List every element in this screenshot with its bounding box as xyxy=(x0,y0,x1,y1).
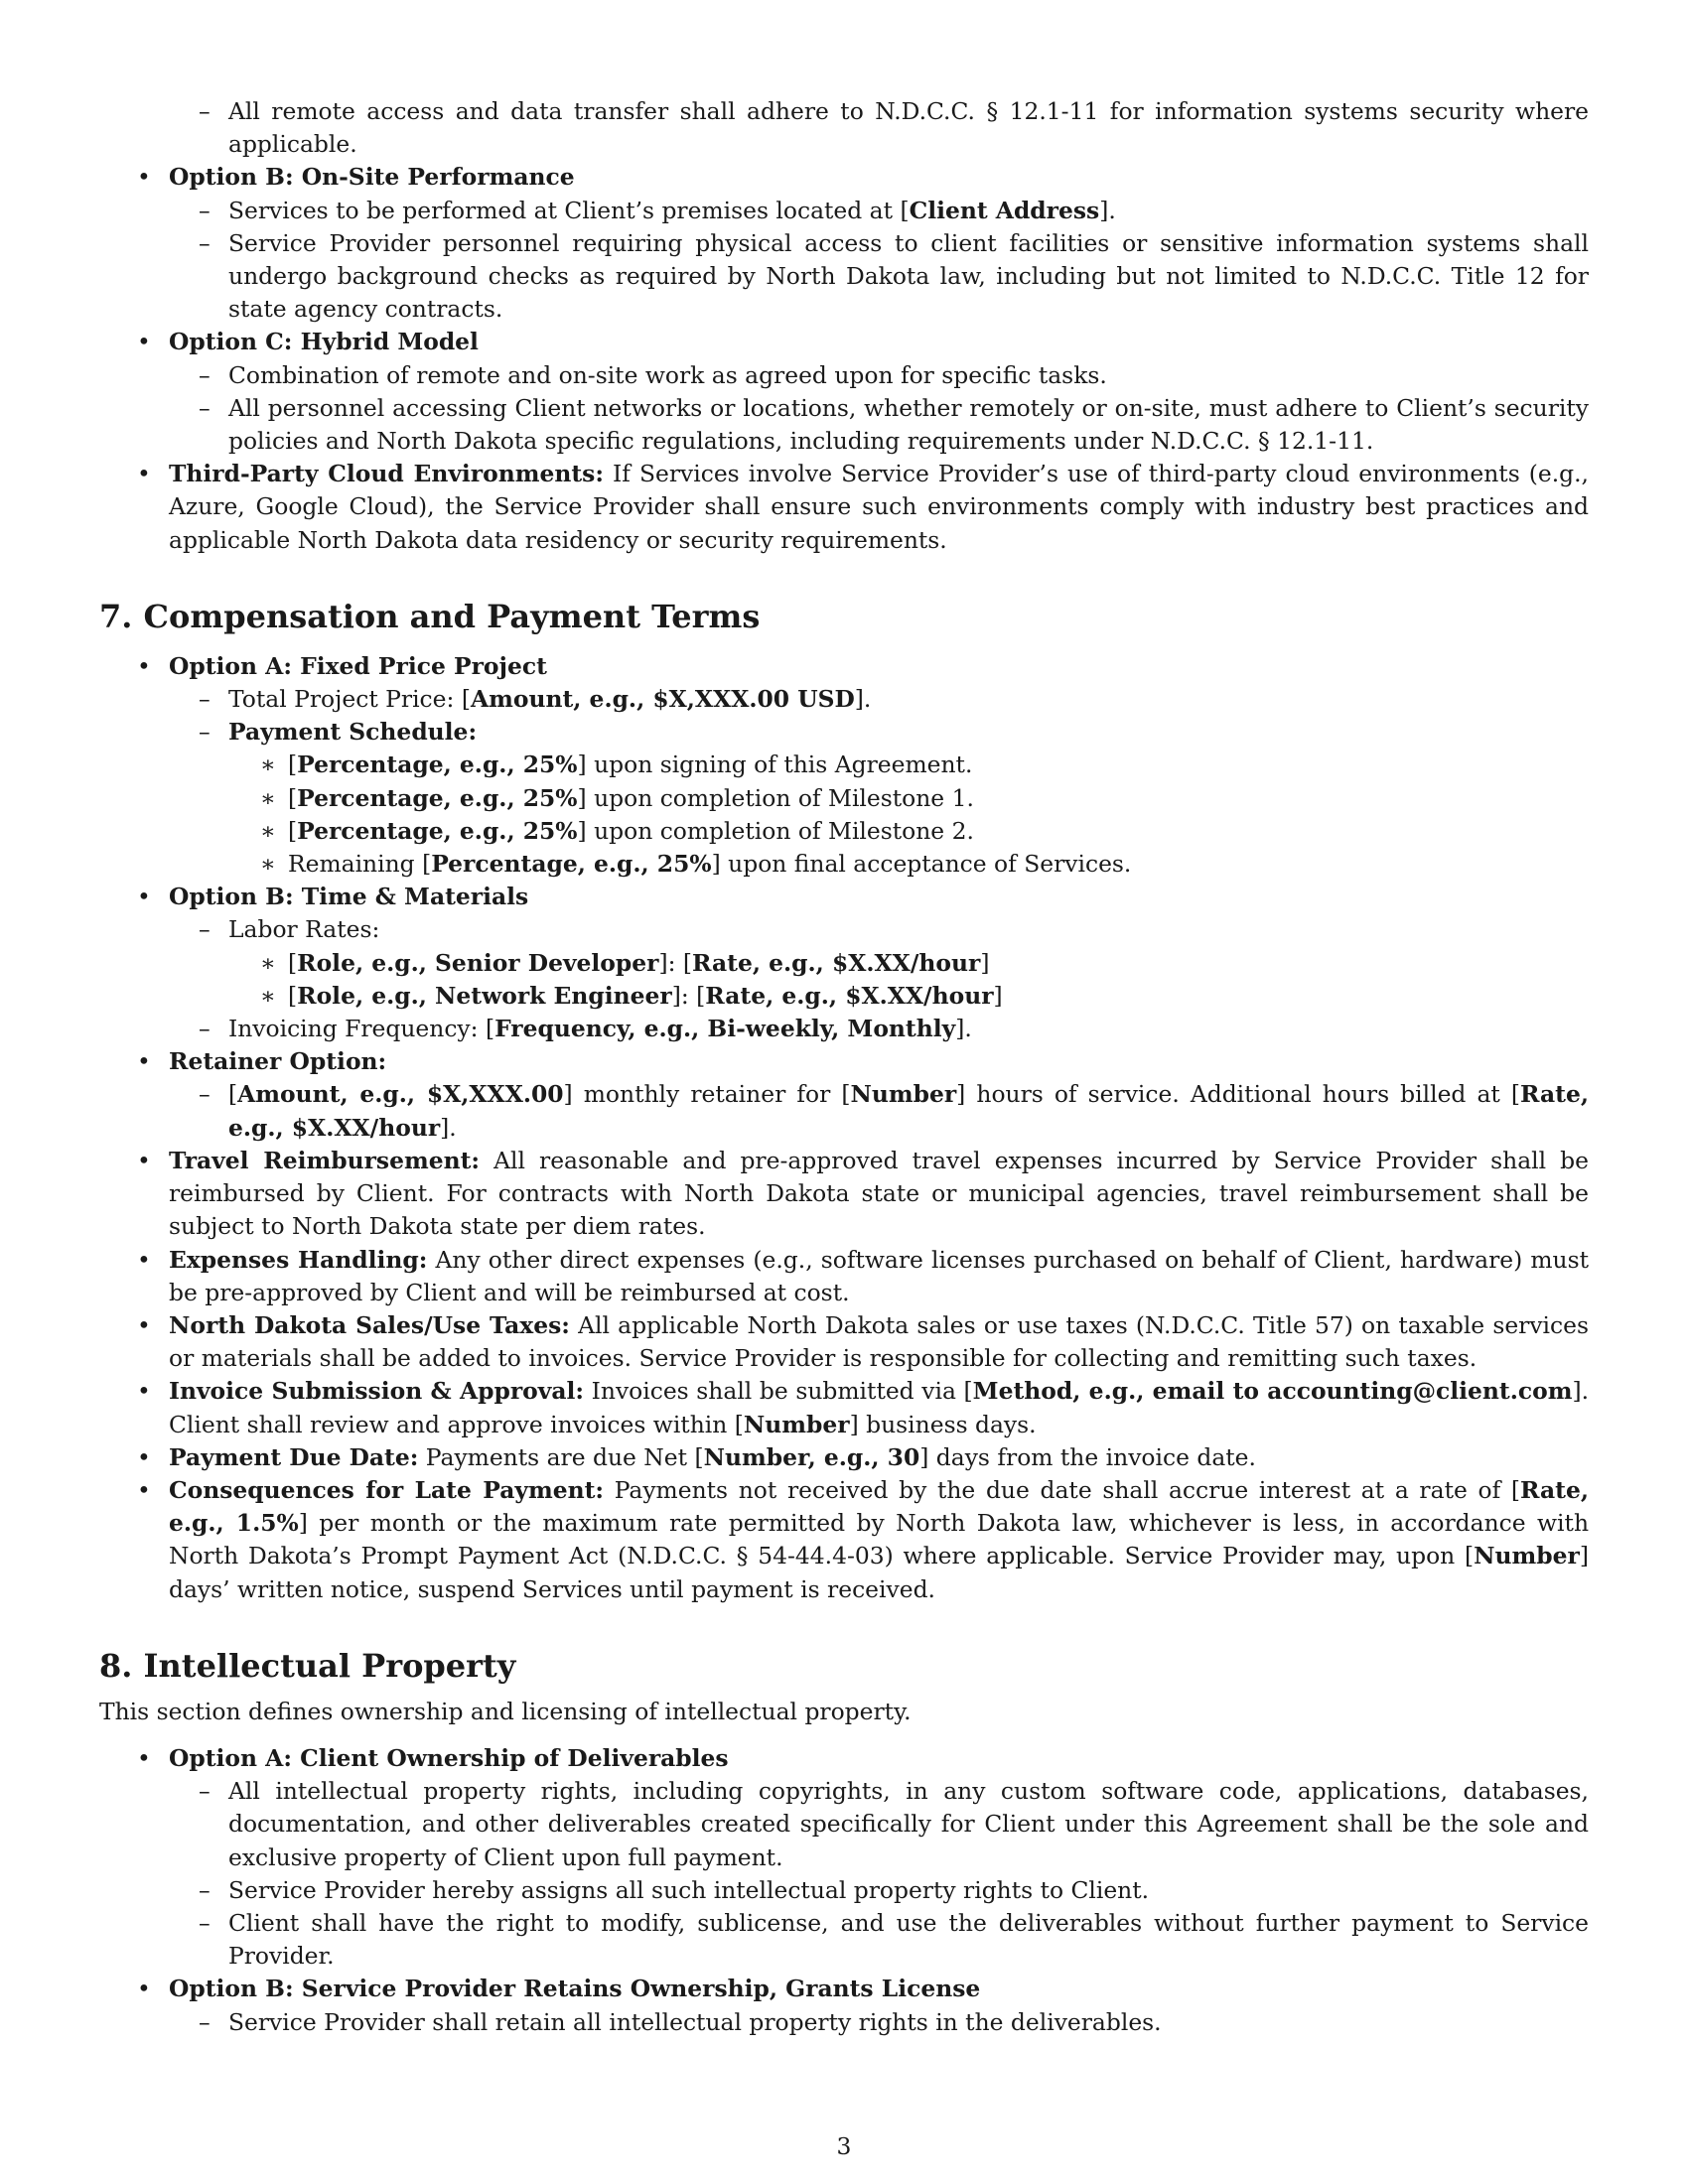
option-b-provider-ownership: • Option B: Service Provider Retains Ownership, Grants License – Service Provider shall retain all intellectual property rights in the deliverables. xyxy=(99,1973,1589,2038)
expenses-handling: • Expenses Handling: Any other direct expenses (e.g., software licenses purchased on behalf of Client, hardware) must be pre-approved by Client and will be reimbursed at cost. xyxy=(137,1245,1590,1306)
list-item: – All intellectual property rights, including copyrights, in any custom software code, applications, databases, documentation, and other deliverables created specifically for Client under this Agreement shall be the sole and exclusive property of Client upon full payment. xyxy=(199,1777,1589,1871)
payment-due-date: • Payment Due Date: Payments are due Net [Number, e.g., 30] days from the invoice date. xyxy=(137,1442,1256,1471)
list-item: – Combination of remote and on-site work as agreed upon for specific tasks. xyxy=(199,360,1107,389)
payment-schedule: – Payment Schedule: ∗ [Percentage, e.g., 25%] upon signing of this Agreement. ∗ [Percentage, e.g., 25%] upon completion of Milestone 1. ∗ [Percentage, e.g., 25%] upon completion of Milestone 2. ∗ Remaining [Percentage, e.g., 25%] upon final acceptance of Services. xyxy=(169,716,1589,881)
list-item: – All personnel accessing Client networks or locations, whether remotely or on-site, must adhere to Client’s security policies and North Dakota specific regulations, including requirements under N.D.C.C. § 12.1-11. xyxy=(199,393,1589,456)
option-b-onsite: • Option B: On-Site Performance – Services to be performed at Client’s premises located at [Client Address]. – Service Provider personnel requiring physical access to client facilities or sensitive information systems shall undergo background checks as required by North Dakota law, including but not limited to N.D.C.C. Title 12 for state agency contracts. xyxy=(99,161,1589,326)
option-c-hybrid: • Option C: Hybrid Model – Combination of remote and on-site work as agreed upon for specific tasks. – All personnel accessing Client networks or locations, whether remotely or on-site, must adhere to Client’s security policies and North Dakota specific regulations, including requirements under N.D.C.C. § 12.1-11. xyxy=(99,326,1589,458)
section-6-list xyxy=(99,95,1589,557)
section-7-list xyxy=(99,650,1589,1606)
schedule-item: ∗ [Percentage, e.g., 25%] upon signing of this Agreement. xyxy=(260,751,973,779)
document-page xyxy=(99,95,1589,2039)
section-7-heading: 7. Compensation and Payment Terms xyxy=(99,597,761,635)
retainer-option: • Retainer Option: – [Amount, e.g., $X,XXX.00] monthly retainer for [Number] hours of service. Additional hours billed at [Rate, e.g., $X.XX/hour]. xyxy=(99,1045,1589,1145)
option-b-time-materials: • Option B: Time & Materials – Labor Rates: ∗ [Role, e.g., Senior Developer]: [Rate, e.g., $X.XX/hour] ∗ [Role, e.g., Network Engineer]: [Rate, e.g., $X.XX/hour] – Invoicing Frequency: [Frequency, e.g., Bi-weekly, Monthly]. xyxy=(99,881,1589,1045)
list-item: – Total Project Price: [Amount, e.g., $X,XXX.00 USD]. xyxy=(199,685,872,714)
section-8-intro: This section defines ownership and licensing of intellectual property. xyxy=(99,1697,912,1725)
schedule-item: ∗ [Percentage, e.g., 25%] upon completion of Milestone 2. xyxy=(260,816,974,845)
invoice-submission: • Invoice Submission & Approval: Invoices shall be submitted via [Method, e.g., email to accounting@client.com]. Client shall review and approve invoices within [Number] business days. xyxy=(137,1377,1590,1438)
labor-rates: – Labor Rates: ∗ [Role, e.g., Senior Developer]: [Rate, e.g., $X.XX/hour] ∗ [Role, e.g., Network Engineer]: [Rate, e.g., $X.XX/hour] xyxy=(169,913,1589,1013)
section-8-heading: 8. Intellectual Property xyxy=(99,1646,516,1685)
sales-use-taxes: • North Dakota Sales/Use Taxes: All applicable North Dakota sales or use taxes (N.D.C.C. Title 57) on taxable services or materials shall be added to invoices. Service Provider is responsible for collecting and remitting such taxes. xyxy=(137,1310,1589,1373)
list-item: – Service Provider hereby assigns all such intellectual property rights to Client. xyxy=(199,1875,1150,1904)
schedule-item: ∗ [Percentage, e.g., 25%] upon completion of Milestone 1. xyxy=(260,783,974,812)
list-item: – Service Provider personnel requiring physical access to client facilities or sensitive information systems shall undergo background checks as required by North Dakota law, including but not limited to N.D.C.C. Title 12 for state agency contracts. xyxy=(199,228,1589,324)
section-8-list xyxy=(99,1742,1589,2039)
list-item: – All remote access and data transfer shall adhere to N.D.C.C. § 12.1-11 for information systems security where applicable. xyxy=(199,97,1589,159)
rate-item: ∗ [Role, e.g., Network Engineer]: [Rate, e.g., $X.XX/hour] xyxy=(260,981,1003,1010)
list-item: – [Amount, e.g., $X,XXX.00] monthly retainer for [Number] hours of service. Additional hours billed at [Rate, e.g., $X.XX/hour]. xyxy=(199,1080,1589,1142)
cloud-environments: • Third-Party Cloud Environments: If Services involve Service Provider’s use of third-party cloud environments (e.g., Azure, Google Cloud), the Service Provider shall ensure such environments comply with industry best practices and applicable North Dakota data residency or security requirements. xyxy=(137,460,1589,554)
option-a-client-ownership: • Option A: Client Ownership of Deliverables – All intellectual property rights, including copyrights, in any custom software code, applications, databases, documentation, and other deliverables created specifically for Client under this Agreement shall be the sole and exclusive property of Client upon full payment. – Service Provider hereby assigns all such intellectual property rights to Client. – Client shall have the right to modify, sublicense, and use the deliverables without further payment to Service Provider. xyxy=(99,1742,1589,1973)
list-item: – Services to be performed at Client’s premises located at [Client Address]. xyxy=(199,196,1116,224)
list-item: – Service Provider shall retain all intellectual property rights in the deliverables. xyxy=(199,2007,1162,2036)
travel-reimbursement: • Travel Reimbursement: All reasonable and pre-approved travel expenses incurred by Service Provider shall be reimbursed by Client. For contracts with North Dakota state or municipal agencies, travel reimbursement shall be subject to North Dakota state per diem rates. xyxy=(137,1146,1589,1241)
late-payment: • Consequences for Late Payment: Payments not received by the due date shall accrue interest at a rate of [Rate, e.g., 1.5%] per month or the maximum rate permitted by North Dakota law, whichever is less, in accordance with North Dakota’s Prompt Payment Act (N.D.C.C. § 54-44.4-03) where applicable. Service Provider may, upon [Number] days’ written notice, suspend Services until payment is received. xyxy=(137,1475,1590,1603)
list-item: – Invoicing Frequency: [Frequency, e.g., Bi-weekly, Monthly]. xyxy=(199,1015,972,1043)
option-a-fixed-price: • Option A: Fixed Price Project – Total Project Price: [Amount, e.g., $X,XXX.00 USD]. – Payment Schedule: ∗ [Percentage, e.g., 25%] upon signing of this Agreement. ∗ [Percentage, e.g., 25%] upon completion of Milestone 1. ∗ [Percentage, e.g., 25%] upon completion of Milestone 2. ∗ Remaining [Percentage, e.g., 25%] upon final acceptance of Services. xyxy=(99,650,1589,881)
list-item: – Client shall have the right to modify, sublicense, and use the deliverables without further payment to Service Provider. xyxy=(199,1908,1589,1971)
list-item xyxy=(99,95,1589,161)
schedule-item: ∗ Remaining [Percentage, e.g., 25%] upon final acceptance of Services. xyxy=(260,850,1132,879)
page-number: 3 xyxy=(836,2132,852,2160)
rate-item: ∗ [Role, e.g., Senior Developer]: [Rate, e.g., $X.XX/hour] xyxy=(260,948,990,977)
